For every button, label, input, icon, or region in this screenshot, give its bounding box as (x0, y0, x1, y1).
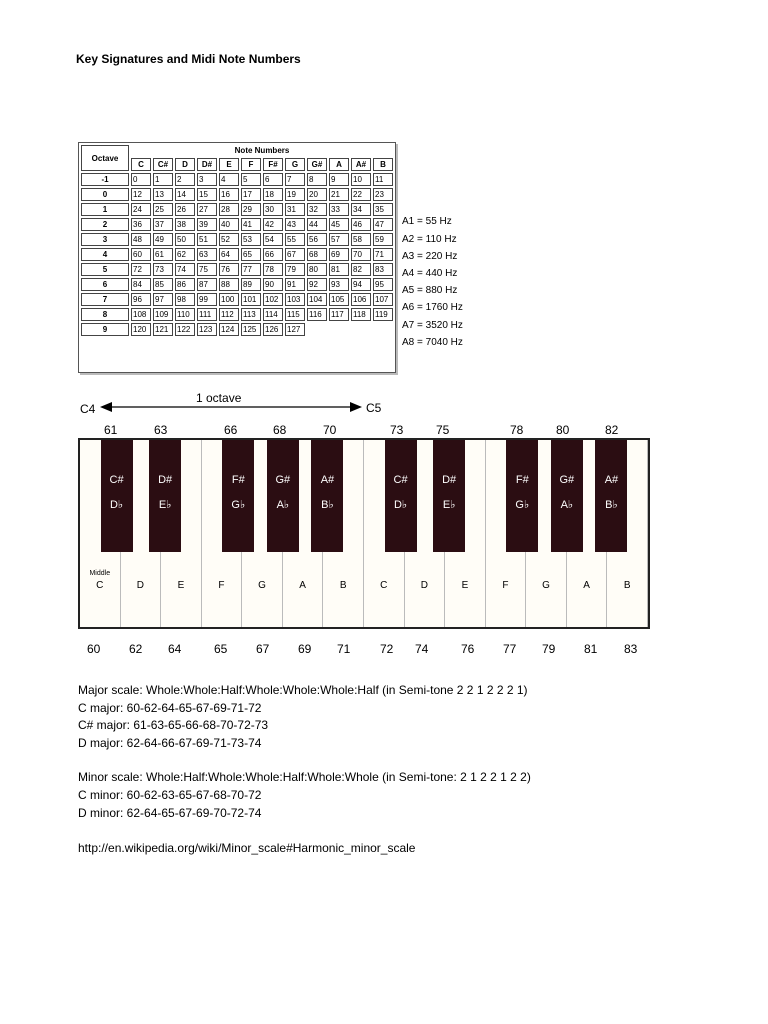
black-key-sharp-label: C# (393, 474, 408, 486)
note-cell: 91 (285, 278, 305, 291)
octave-cell: 4 (81, 248, 129, 261)
note-cell: 109 (153, 308, 173, 321)
note-column-header: G# (307, 158, 327, 171)
note-cell: 7 (285, 173, 305, 186)
note-cell: 40 (219, 218, 239, 231)
black-key-flat-label: G♭ (231, 499, 246, 511)
black-key-number: 78 (510, 423, 524, 437)
note-column-header: D (175, 158, 195, 171)
frequency-label: A6 = 1760 Hz (402, 302, 463, 313)
note-cell: 84 (131, 278, 151, 291)
note-cell: 24 (131, 203, 151, 216)
white-key-label: C (96, 580, 104, 591)
note-cell: 124 (219, 323, 239, 336)
note-cell: 37 (153, 218, 173, 231)
note-cell: 52 (219, 233, 239, 246)
note-cell: 27 (197, 203, 217, 216)
note-cell: 38 (175, 218, 195, 231)
note-cell: 100 (219, 293, 239, 306)
black-key-flat-label: E♭ (158, 499, 172, 511)
note-column-header: A# (351, 158, 371, 171)
note-cell: 58 (351, 233, 371, 246)
note-cell: 14 (175, 188, 195, 201)
table-row (81, 218, 393, 231)
black-key-number: 68 (273, 423, 287, 437)
c-major-text: C major: 60-62-64-65-67-69-71-72 (78, 701, 262, 715)
black-key-number: 61 (104, 423, 118, 437)
note-cell: 35 (373, 203, 393, 216)
table-row (81, 188, 393, 201)
black-key[interactable] (551, 440, 583, 552)
frequency-label: A4 = 440 Hz (402, 268, 458, 279)
black-key-sharp-label: G# (275, 474, 291, 486)
note-cell: 8 (307, 173, 327, 186)
note-cell: 48 (131, 233, 151, 246)
major-scale-text: Major scale: Whole:Whole:Half:Whole:Whole:Whole:Half (in Semi-tone 2 2 1 2 2 2 1) (78, 683, 528, 697)
white-key-number: 72 (380, 642, 394, 656)
note-cell: 13 (153, 188, 173, 201)
note-column-header: B (373, 158, 393, 171)
white-key-label: F (502, 580, 509, 591)
octave-cell: 1 (81, 203, 129, 216)
black-key[interactable] (433, 440, 465, 552)
middle-label: Middle (89, 570, 111, 577)
note-cell: 106 (351, 293, 371, 306)
black-key-flat-label: A♭ (560, 499, 574, 511)
black-key-sharp-label: D# (442, 474, 457, 486)
note-cell: 101 (241, 293, 261, 306)
note-cell: 19 (285, 188, 305, 201)
table-row (81, 293, 393, 306)
note-cell: 94 (351, 278, 371, 291)
frequency-label: A7 = 3520 Hz (402, 320, 463, 331)
note-cell: 75 (197, 263, 217, 276)
note-cell: 20 (307, 188, 327, 201)
note-cell: 102 (263, 293, 283, 306)
note-cell: 121 (153, 323, 173, 336)
octave-header: Octave (81, 145, 129, 171)
note-cell: 114 (263, 308, 283, 321)
note-cell: 123 (197, 323, 217, 336)
black-key-sharp-label: G# (559, 474, 575, 486)
octave-cell: 2 (81, 218, 129, 231)
note-cell: 60 (131, 248, 151, 261)
octave-cell: 0 (81, 188, 129, 201)
note-cell: 56 (307, 233, 327, 246)
black-key-flat-label: E♭ (442, 499, 456, 511)
note-cell: 126 (263, 323, 283, 336)
note-cell: 55 (285, 233, 305, 246)
note-cell: 108 (131, 308, 151, 321)
white-key-label: D (420, 580, 428, 591)
white-key-number: 67 (256, 642, 270, 656)
black-key[interactable] (149, 440, 181, 552)
black-key[interactable] (311, 440, 343, 552)
white-key-label: A (583, 580, 590, 591)
note-cell: 115 (285, 308, 305, 321)
note-cell: 34 (351, 203, 371, 216)
white-key-label: E (177, 580, 185, 591)
note-cell: 112 (219, 308, 239, 321)
note-cell: 44 (307, 218, 327, 231)
octave-cell: 6 (81, 278, 129, 291)
note-cell: 111 (197, 308, 217, 321)
note-cell: 39 (197, 218, 217, 231)
note-table-grid (79, 143, 395, 338)
note-cell: 16 (219, 188, 239, 201)
note-cell: 45 (329, 218, 349, 231)
table-row (81, 173, 393, 186)
white-key-number: 74 (415, 642, 429, 656)
note-cell: 125 (241, 323, 261, 336)
white-key-label: E (461, 580, 469, 591)
black-key-sharp-label: F# (231, 474, 245, 486)
note-cell: 17 (241, 188, 261, 201)
note-cell: 80 (307, 263, 327, 276)
black-key-flat-label: G♭ (515, 499, 530, 511)
black-key[interactable] (506, 440, 538, 552)
note-cell: 73 (153, 263, 173, 276)
note-cell: 42 (263, 218, 283, 231)
black-key[interactable] (385, 440, 417, 552)
note-cell: 9 (329, 173, 349, 186)
white-key-number: 77 (503, 642, 517, 656)
black-key-sharp-label: D# (158, 474, 173, 486)
note-column-header: C (131, 158, 151, 171)
note-cell: 2 (175, 173, 195, 186)
black-key-flat-label: B♭ (605, 499, 618, 511)
white-key-number: 69 (298, 642, 312, 656)
note-cell: 74 (175, 263, 195, 276)
empty-cell (351, 323, 371, 336)
note-cell: 23 (373, 188, 393, 201)
note-column-header: D# (197, 158, 217, 171)
black-key[interactable] (101, 440, 133, 552)
note-column-header: C# (153, 158, 173, 171)
note-cell: 118 (351, 308, 371, 321)
black-key-number: 80 (556, 423, 570, 437)
c5-label: C5 (366, 401, 382, 415)
black-key-number: 75 (436, 423, 450, 437)
note-cell: 62 (175, 248, 195, 261)
note-cell: 78 (263, 263, 283, 276)
note-cell: 90 (263, 278, 283, 291)
black-key-number: 63 (154, 423, 168, 437)
note-cell: 67 (285, 248, 305, 261)
note-cell: 107 (373, 293, 393, 306)
note-cell: 4 (219, 173, 239, 186)
note-cell: 120 (131, 323, 151, 336)
note-cell: 5 (241, 173, 261, 186)
note-cell: 82 (351, 263, 371, 276)
black-key-number: 70 (323, 423, 337, 437)
page-title: Key Signatures and Midi Note Numbers (76, 52, 301, 66)
note-cell: 41 (241, 218, 261, 231)
note-cell: 66 (263, 248, 283, 261)
c-minor-text: C minor: 60-62-63-65-67-68-70-72 (78, 788, 262, 802)
frequency-label: A2 = 110 Hz (402, 234, 457, 245)
note-cell: 1 (153, 173, 173, 186)
note-cell: 79 (285, 263, 305, 276)
note-cell: 113 (241, 308, 261, 321)
note-cell: 25 (153, 203, 173, 216)
note-cell: 51 (197, 233, 217, 246)
note-cell: 76 (219, 263, 239, 276)
note-cell: 72 (131, 263, 151, 276)
note-cell: 87 (197, 278, 217, 291)
note-cell: 31 (285, 203, 305, 216)
black-key-number: 66 (224, 423, 238, 437)
black-key[interactable] (222, 440, 254, 552)
note-cell: 77 (241, 263, 261, 276)
note-cell: 22 (351, 188, 371, 201)
frequency-label: A3 = 220 Hz (402, 251, 458, 262)
note-cell: 0 (131, 173, 151, 186)
frequency-label: A8 = 7040 Hz (402, 337, 463, 348)
table-row (81, 233, 393, 246)
white-key-label: G (542, 580, 550, 591)
white-key-number: 60 (87, 642, 101, 656)
octave-cell: 3 (81, 233, 129, 246)
note-cell: 33 (329, 203, 349, 216)
table-row (81, 323, 393, 336)
note-cell: 103 (285, 293, 305, 306)
note-cell: 127 (285, 323, 305, 336)
note-cell: 43 (285, 218, 305, 231)
black-key[interactable] (267, 440, 299, 552)
note-number-table (78, 142, 396, 373)
note-cell: 92 (307, 278, 327, 291)
piano-keyboard (78, 438, 650, 629)
note-cell: 95 (373, 278, 393, 291)
white-key-label: F (218, 580, 225, 591)
note-cell: 3 (197, 173, 217, 186)
note-cell: 69 (329, 248, 349, 261)
white-key-number: 83 (624, 642, 638, 656)
white-key-label: A (299, 580, 306, 591)
note-cell: 59 (373, 233, 393, 246)
note-cell: 119 (373, 308, 393, 321)
note-cell: 49 (153, 233, 173, 246)
note-column-header: G (285, 158, 305, 171)
note-column-header: F (241, 158, 261, 171)
empty-cell (373, 323, 393, 336)
white-key-label: B (339, 580, 347, 591)
black-key-sharp-label: C# (109, 474, 124, 486)
note-cell: 29 (241, 203, 261, 216)
empty-cell (307, 323, 327, 336)
note-cell: 36 (131, 218, 151, 231)
white-key-label: C (380, 580, 388, 591)
white-key-number: 65 (214, 642, 228, 656)
note-cell: 28 (219, 203, 239, 216)
note-cell: 81 (329, 263, 349, 276)
white-key-label: B (623, 580, 631, 591)
note-cell: 32 (307, 203, 327, 216)
note-cell: 63 (197, 248, 217, 261)
d-major-text: D major: 62-64-66-67-69-71-73-74 (78, 736, 262, 750)
white-key-number: 79 (542, 642, 556, 656)
note-cell: 83 (373, 263, 393, 276)
note-column-header: F# (263, 158, 283, 171)
frequency-label: A1 = 55 Hz (402, 216, 452, 227)
note-cell: 15 (197, 188, 217, 201)
wikipedia-link[interactable]: http://en.wikipedia.org/wiki/Minor_scale#Harmonic_minor_scale (78, 841, 416, 855)
black-key-sharp-label: A# (320, 474, 335, 486)
cs-major-text: C# major: 61-63-65-66-68-70-72-73 (78, 718, 269, 732)
frequency-label: A5 = 880 Hz (402, 285, 458, 296)
note-cell: 6 (263, 173, 283, 186)
black-key-number: 73 (390, 423, 404, 437)
note-cell: 11 (373, 173, 393, 186)
black-key-sharp-label: A# (604, 474, 619, 486)
note-column-header: A (329, 158, 349, 171)
table-row (81, 308, 393, 321)
octave-cell: 8 (81, 308, 129, 321)
white-key-number: 64 (168, 642, 182, 656)
black-key-number: 82 (605, 423, 619, 437)
note-cell: 47 (373, 218, 393, 231)
octave-cell: 9 (81, 323, 129, 336)
note-cell: 57 (329, 233, 349, 246)
note-cell: 98 (175, 293, 195, 306)
note-cell: 68 (307, 248, 327, 261)
note-cell: 30 (263, 203, 283, 216)
black-key-flat-label: B♭ (321, 499, 334, 511)
note-cell: 64 (219, 248, 239, 261)
note-cell: 104 (307, 293, 327, 306)
note-cell: 117 (329, 308, 349, 321)
d-minor-text: D minor: 62-64-65-67-69-70-72-74 (78, 806, 262, 820)
note-cell: 116 (307, 308, 327, 321)
note-cell: 105 (329, 293, 349, 306)
empty-cell (329, 323, 349, 336)
note-cell: 46 (351, 218, 371, 231)
note-cell: 97 (153, 293, 173, 306)
white-key-number: 71 (337, 642, 351, 656)
octave-cell: 5 (81, 263, 129, 276)
note-cell: 10 (351, 173, 371, 186)
note-cell: 65 (241, 248, 261, 261)
black-key[interactable] (595, 440, 627, 552)
c4-label: C4 (80, 402, 96, 416)
note-cell: 122 (175, 323, 195, 336)
octave-label: 1 octave (196, 391, 242, 405)
black-key-flat-label: D♭ (393, 499, 408, 511)
table-row (81, 278, 393, 291)
white-key-number: 81 (584, 642, 598, 656)
note-cell: 96 (131, 293, 151, 306)
white-key-number: 62 (129, 642, 143, 656)
note-cell: 26 (175, 203, 195, 216)
note-numbers-header: Note Numbers (234, 146, 290, 155)
note-cell: 53 (241, 233, 261, 246)
note-column-header: E (219, 158, 239, 171)
octave-cell: 7 (81, 293, 129, 306)
black-key-flat-label: A♭ (276, 499, 290, 511)
note-cell: 71 (373, 248, 393, 261)
note-cell: 50 (175, 233, 195, 246)
note-cell: 89 (241, 278, 261, 291)
octave-cell: -1 (81, 173, 129, 186)
note-cell: 18 (263, 188, 283, 201)
note-cell: 70 (351, 248, 371, 261)
black-key-sharp-label: F# (515, 474, 529, 486)
note-cell: 61 (153, 248, 173, 261)
table-row (81, 248, 393, 261)
table-row (81, 203, 393, 216)
note-cell: 85 (153, 278, 173, 291)
note-cell: 86 (175, 278, 195, 291)
white-key-number: 76 (461, 642, 475, 656)
note-cell: 93 (329, 278, 349, 291)
note-cell: 110 (175, 308, 195, 321)
note-cell: 21 (329, 188, 349, 201)
minor-scale-text: Minor scale: Whole:Half:Whole:Whole:Half:Whole:Whole (in Semi-tone: 2 1 2 2 1 2 2) (78, 770, 531, 784)
table-row (81, 263, 393, 276)
white-key-label: G (258, 580, 266, 591)
note-cell: 88 (219, 278, 239, 291)
note-cell: 99 (197, 293, 217, 306)
note-cell: 12 (131, 188, 151, 201)
white-key-label: D (136, 580, 144, 591)
octave-arrow (100, 400, 362, 414)
black-key-flat-label: D♭ (109, 499, 124, 511)
note-cell: 54 (263, 233, 283, 246)
